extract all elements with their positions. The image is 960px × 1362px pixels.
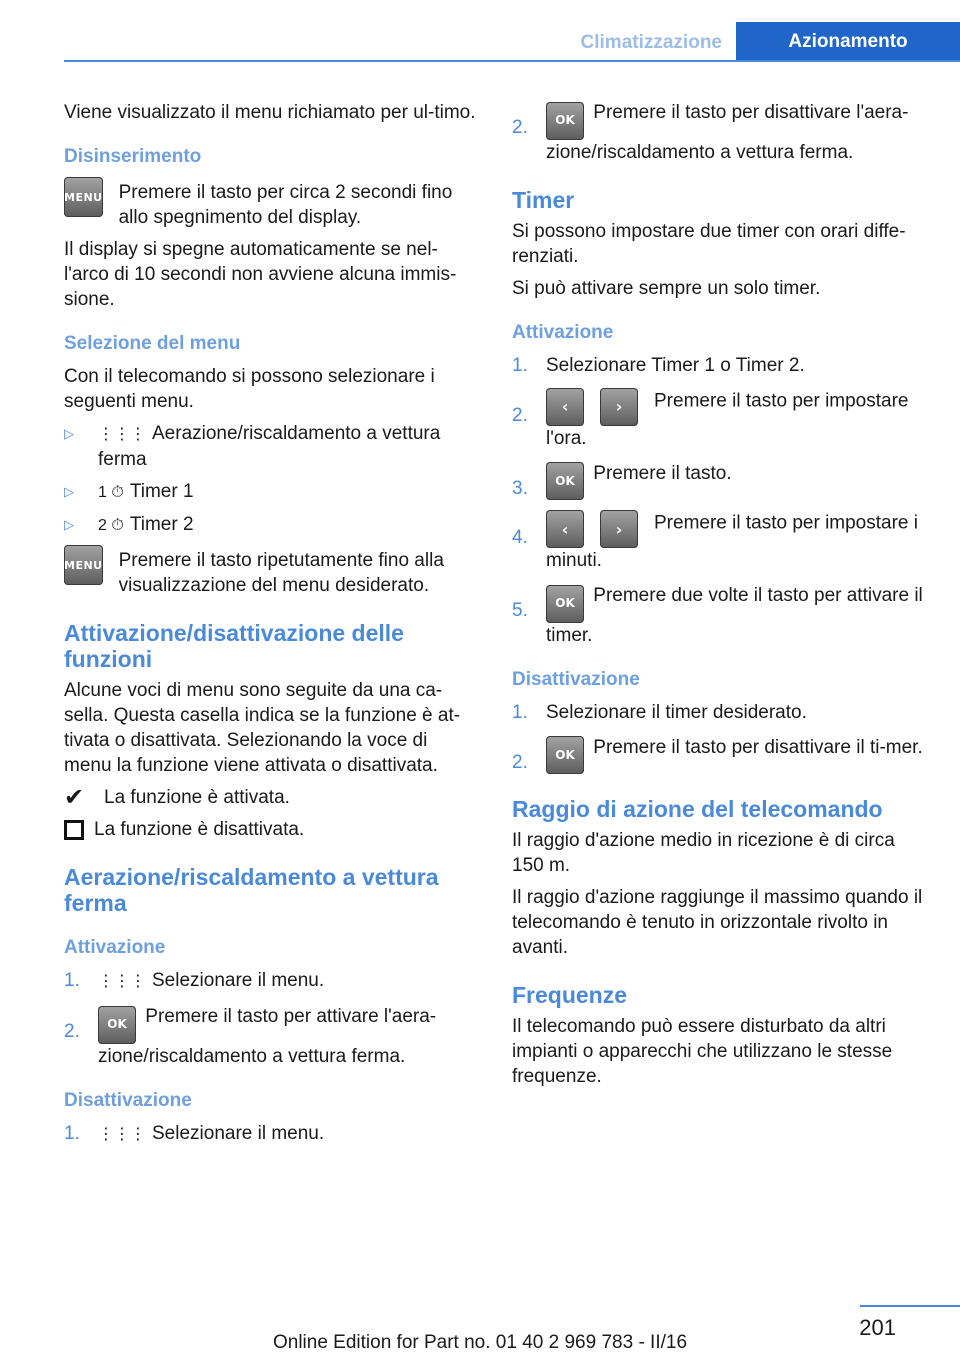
- header-chapter-tab: Azionamento: [736, 22, 960, 62]
- step-text: Selezionare il menu.: [152, 1122, 325, 1144]
- raggio-text-2: Il raggio d'azione raggiunge il massimo quando il telecomando è tenuto in orizzontale rivolto in avanti.: [512, 887, 923, 958]
- disinserimento-button-text: Premere il tasto per circa 2 secondi fino allo spegnimento del display.: [118, 182, 453, 228]
- ok-button-icon: OK: [546, 736, 584, 774]
- funzioni-text: Alcune voci di menu sono seguite da una ca-sella. Questa casella indica se la funzione è at-tivata o disattivata. Selezionando la voce di menu la funzione viene attivata o disattivata.: [64, 680, 461, 776]
- bullet-icon: ▷: [64, 517, 74, 532]
- heading-aerazione: Aerazione/riscaldamento a vettura ferma: [64, 864, 439, 916]
- step-number: 4.: [512, 527, 528, 548]
- menu-button-icon: MENU: [64, 545, 103, 585]
- left-column: [64, 100, 480, 1157]
- timer-deactivation-steps: [512, 700, 930, 775]
- heading-frequenze: Frequenze: [512, 982, 628, 1008]
- step-text: Premere il tasto per impostare l'ora.: [546, 390, 909, 449]
- selezione-button-text: Premere il tasto ripetutamente fino alla visualizzazione del menu desiderato.: [118, 550, 444, 596]
- list-item: [64, 968, 480, 994]
- list-item: [64, 1004, 480, 1069]
- aerazione-deactivation-steps: [64, 1121, 480, 1147]
- step-text: Selezionare Timer 1 o Timer 2.: [546, 354, 805, 376]
- heading-attivazione-funzioni: Attivazione/disattivazione delle funzioni: [64, 620, 404, 672]
- list-item: [512, 583, 930, 648]
- list-item: [512, 735, 930, 775]
- step-text: Premere il tasto per disattivare il ti-mer.: [593, 736, 923, 758]
- menu-button-icon: MENU: [64, 177, 103, 217]
- footer-edition-text: Online Edition for Part no. 01 40 2 969 783 - II/16: [272, 1332, 688, 1353]
- step-number: 1.: [64, 970, 80, 991]
- page-number: 201: [859, 1315, 896, 1340]
- bullet-icon: ▷: [64, 484, 74, 499]
- menu-item-label: Timer 2: [129, 514, 194, 535]
- list-item: [512, 461, 930, 501]
- heading-disattivazione-timer: Disattivazione: [512, 668, 640, 690]
- list-item: [64, 421, 480, 472]
- heading-selezione-menu: Selezione del menu: [64, 333, 241, 354]
- step-text: Premere il tasto.: [593, 462, 732, 484]
- timer-2-icon: 2 ⏱: [98, 517, 124, 534]
- ventilation-icon: ⋮⋮⋮: [98, 1125, 146, 1143]
- page-header: [64, 22, 960, 62]
- heading-raggio: Raggio di azione del telecomando: [512, 796, 883, 822]
- bullet-icon: ▷: [64, 426, 74, 441]
- heading-attivazione-timer: Attivazione: [512, 321, 614, 343]
- disinserimento-text: Il display si spegne automaticamente se nel-l'arco di 10 secondi non avviene alcuna immis-sione.: [64, 239, 457, 310]
- step-number: 5.: [512, 600, 528, 621]
- selezione-text: Con il telecomando si possono selezionare i seguenti menu.: [64, 366, 435, 412]
- aerazione-activation-steps: [64, 968, 480, 1069]
- heading-disattivazione: Disattivazione: [64, 1089, 192, 1111]
- left-arrow-button-icon: ‹: [546, 388, 584, 426]
- heading-timer: Timer: [512, 186, 575, 213]
- header-section-title: Climatizzazione: [580, 32, 722, 53]
- selezione-button-row: [64, 545, 480, 598]
- menu-item-label: Aerazione/riscaldamento a vettura ferma: [98, 423, 441, 470]
- ok-button-icon: OK: [98, 1006, 136, 1044]
- disinserimento-button-row: [64, 177, 480, 230]
- right-arrow-button-icon: ›: [600, 388, 638, 426]
- ok-button-icon: OK: [546, 585, 584, 623]
- heading-attivazione: Attivazione: [64, 937, 166, 958]
- step-number: 3.: [512, 477, 528, 499]
- state-activated-text: La funzione è attivata.: [104, 787, 290, 808]
- step-number: 2.: [64, 1021, 80, 1042]
- right-arrow-button-icon: ›: [600, 510, 638, 548]
- step-text: Premere il tasto per attivare l'aera-zione/riscaldamento a vettura ferma.: [98, 1006, 437, 1067]
- list-item: [512, 510, 930, 573]
- step-text: Selezionare il menu.: [152, 970, 325, 991]
- ok-button-icon: OK: [546, 462, 584, 500]
- timer-1-icon: 1 ⏱: [98, 484, 124, 501]
- step-number: 1.: [512, 701, 528, 723]
- list-item: [512, 700, 930, 725]
- step-text: Premere il tasto per impostare i minuti.: [546, 512, 918, 571]
- list-item: [512, 100, 930, 165]
- timer-text-2: Si può attivare sempre un solo timer.: [512, 277, 821, 299]
- step-text: Selezionare il timer desiderato.: [546, 701, 807, 723]
- state-deactivated-row: [64, 817, 480, 842]
- checkbox-empty-icon: [64, 820, 84, 840]
- checkbox-checked-icon: ✔: [64, 784, 85, 811]
- page-number-rule: [860, 1305, 960, 1307]
- menu-item-list: [64, 421, 480, 538]
- step-number: 2.: [512, 117, 528, 138]
- list-item: [64, 1121, 480, 1147]
- menu-item-label: Timer 1: [129, 481, 194, 502]
- right-column: [512, 100, 930, 1096]
- list-item: [512, 388, 930, 451]
- aerazione-deactivation-steps-cont: [512, 100, 930, 165]
- state-activated-row: [64, 785, 480, 810]
- step-number: 1.: [512, 354, 528, 376]
- list-item: [64, 479, 480, 505]
- frequenze-text: Il telecomando può essere disturbato da altri impianti o apparecchi che utilizzano le stesse frequenze.: [512, 1016, 893, 1087]
- step-number: 1.: [64, 1122, 80, 1144]
- timer-text-1: Si possono impostare due timer con orari diffe-renziati.: [512, 220, 906, 267]
- list-item: [64, 512, 480, 538]
- step-number: 2.: [512, 751, 528, 773]
- ventilation-icon: ⋮⋮⋮: [98, 426, 146, 443]
- state-deactivated-text: La funzione è disattivata.: [94, 819, 305, 840]
- header-rule: [64, 60, 960, 62]
- intro-text: Viene visualizzato il menu richiamato per ul-timo.: [64, 102, 476, 123]
- step-text: Premere il tasto per disattivare l'aera-zione/riscaldamento a vettura ferma.: [546, 102, 909, 163]
- left-arrow-button-icon: ‹: [546, 510, 584, 548]
- ok-button-icon: OK: [546, 102, 584, 140]
- step-number: 2.: [512, 404, 528, 426]
- ventilation-icon: ⋮⋮⋮: [98, 973, 146, 990]
- raggio-text-1: Il raggio d'azione medio in ricezione è di circa 150 m.: [512, 830, 895, 876]
- list-item: [512, 353, 930, 378]
- timer-activation-steps: [512, 353, 930, 648]
- heading-disinserimento: Disinserimento: [64, 146, 202, 167]
- step-text: Premere due volte il tasto per attivare il timer.: [546, 585, 923, 646]
